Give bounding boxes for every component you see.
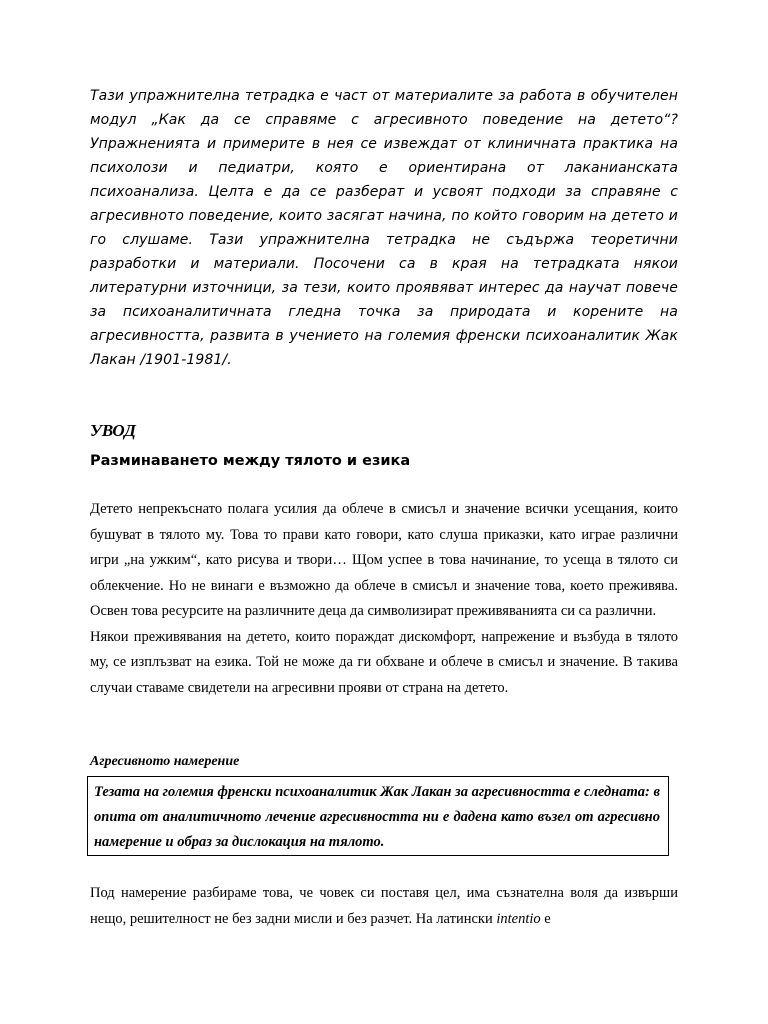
paragraph-2: Някои преживявания на детето, които пораждат дискомфорт, напрежение и възбуда в тялото му, се изплъзват на езика. Той не може да ги обхване и облече в смисъл и значение. В такива случаи ставаме свидетели на агресивни прояви от страна на детето. [90, 628, 678, 696]
document-page [90, 0, 678, 1024]
paragraph-3-tail: е [540, 910, 551, 927]
paragraph-1: Детето непрекъснато полага усилия да облече в смисъл и значение всички усещания, които бушуват в тялото му. Това то прави като говори, като слуша приказки, като играе различни игри „на ужким“, като рисува и твори… Щом успее в това начинание, то усеща в тялото си облекчение. Но не винаги е възможно да облече в смисъл и значение това, което преживява. Освен това ресурсите на различните деца да символизират преживяванията си са различни. [90, 501, 678, 619]
body-text-block [90, 497, 678, 701]
intro-paragraph: Тази упражнителна тетрадка е част от материалите за работа в обучителен модул „Как да се справяме с агресивното поведение на детето“? Упражненията и примерите в нея се извеждат от клиничната практика на психолози и педиатри, която е ориентирана от лаканианската психоанализа. Целта е да се разберат и усвоят подходи за справяне с агресивното поведение, които засягат начина, по който говорим на детето и го слушаме. Тази упражнителна тетрадка не съдържа теоретични разработки и материали. Посочени са в края на тетрадката някои литературни източници, за тези, които проявяват интерес да научат повече за психоаналитичната гледна точка за природата и корените на агресивността, развита в учението на големия френски психоаналитик Жак Лакан /1901-1981/. [90, 88, 678, 368]
paragraph-3-text: Под намерение разбираме това, че човек си поставя цел, има съзнателна воля да извърши нещо, решителност не без задни мисли и без разчет. На латински [90, 885, 678, 927]
section-subtitle: Разминаването между тялото и езика [90, 453, 411, 469]
section-heading: УВОД [90, 421, 136, 440]
paragraph-3 [90, 881, 678, 932]
thesis-box: Тезата на големия френски психоаналитик Жак Лакан за агресивността е следната: в опита от аналитичното лечение агресивността ни е дадена като възел от агресивно намерение и образ за дислокация на тялото. [87, 776, 669, 856]
latin-term: intentio [496, 910, 541, 927]
aggressive-intent-heading: Агресивното намерение [90, 754, 240, 769]
